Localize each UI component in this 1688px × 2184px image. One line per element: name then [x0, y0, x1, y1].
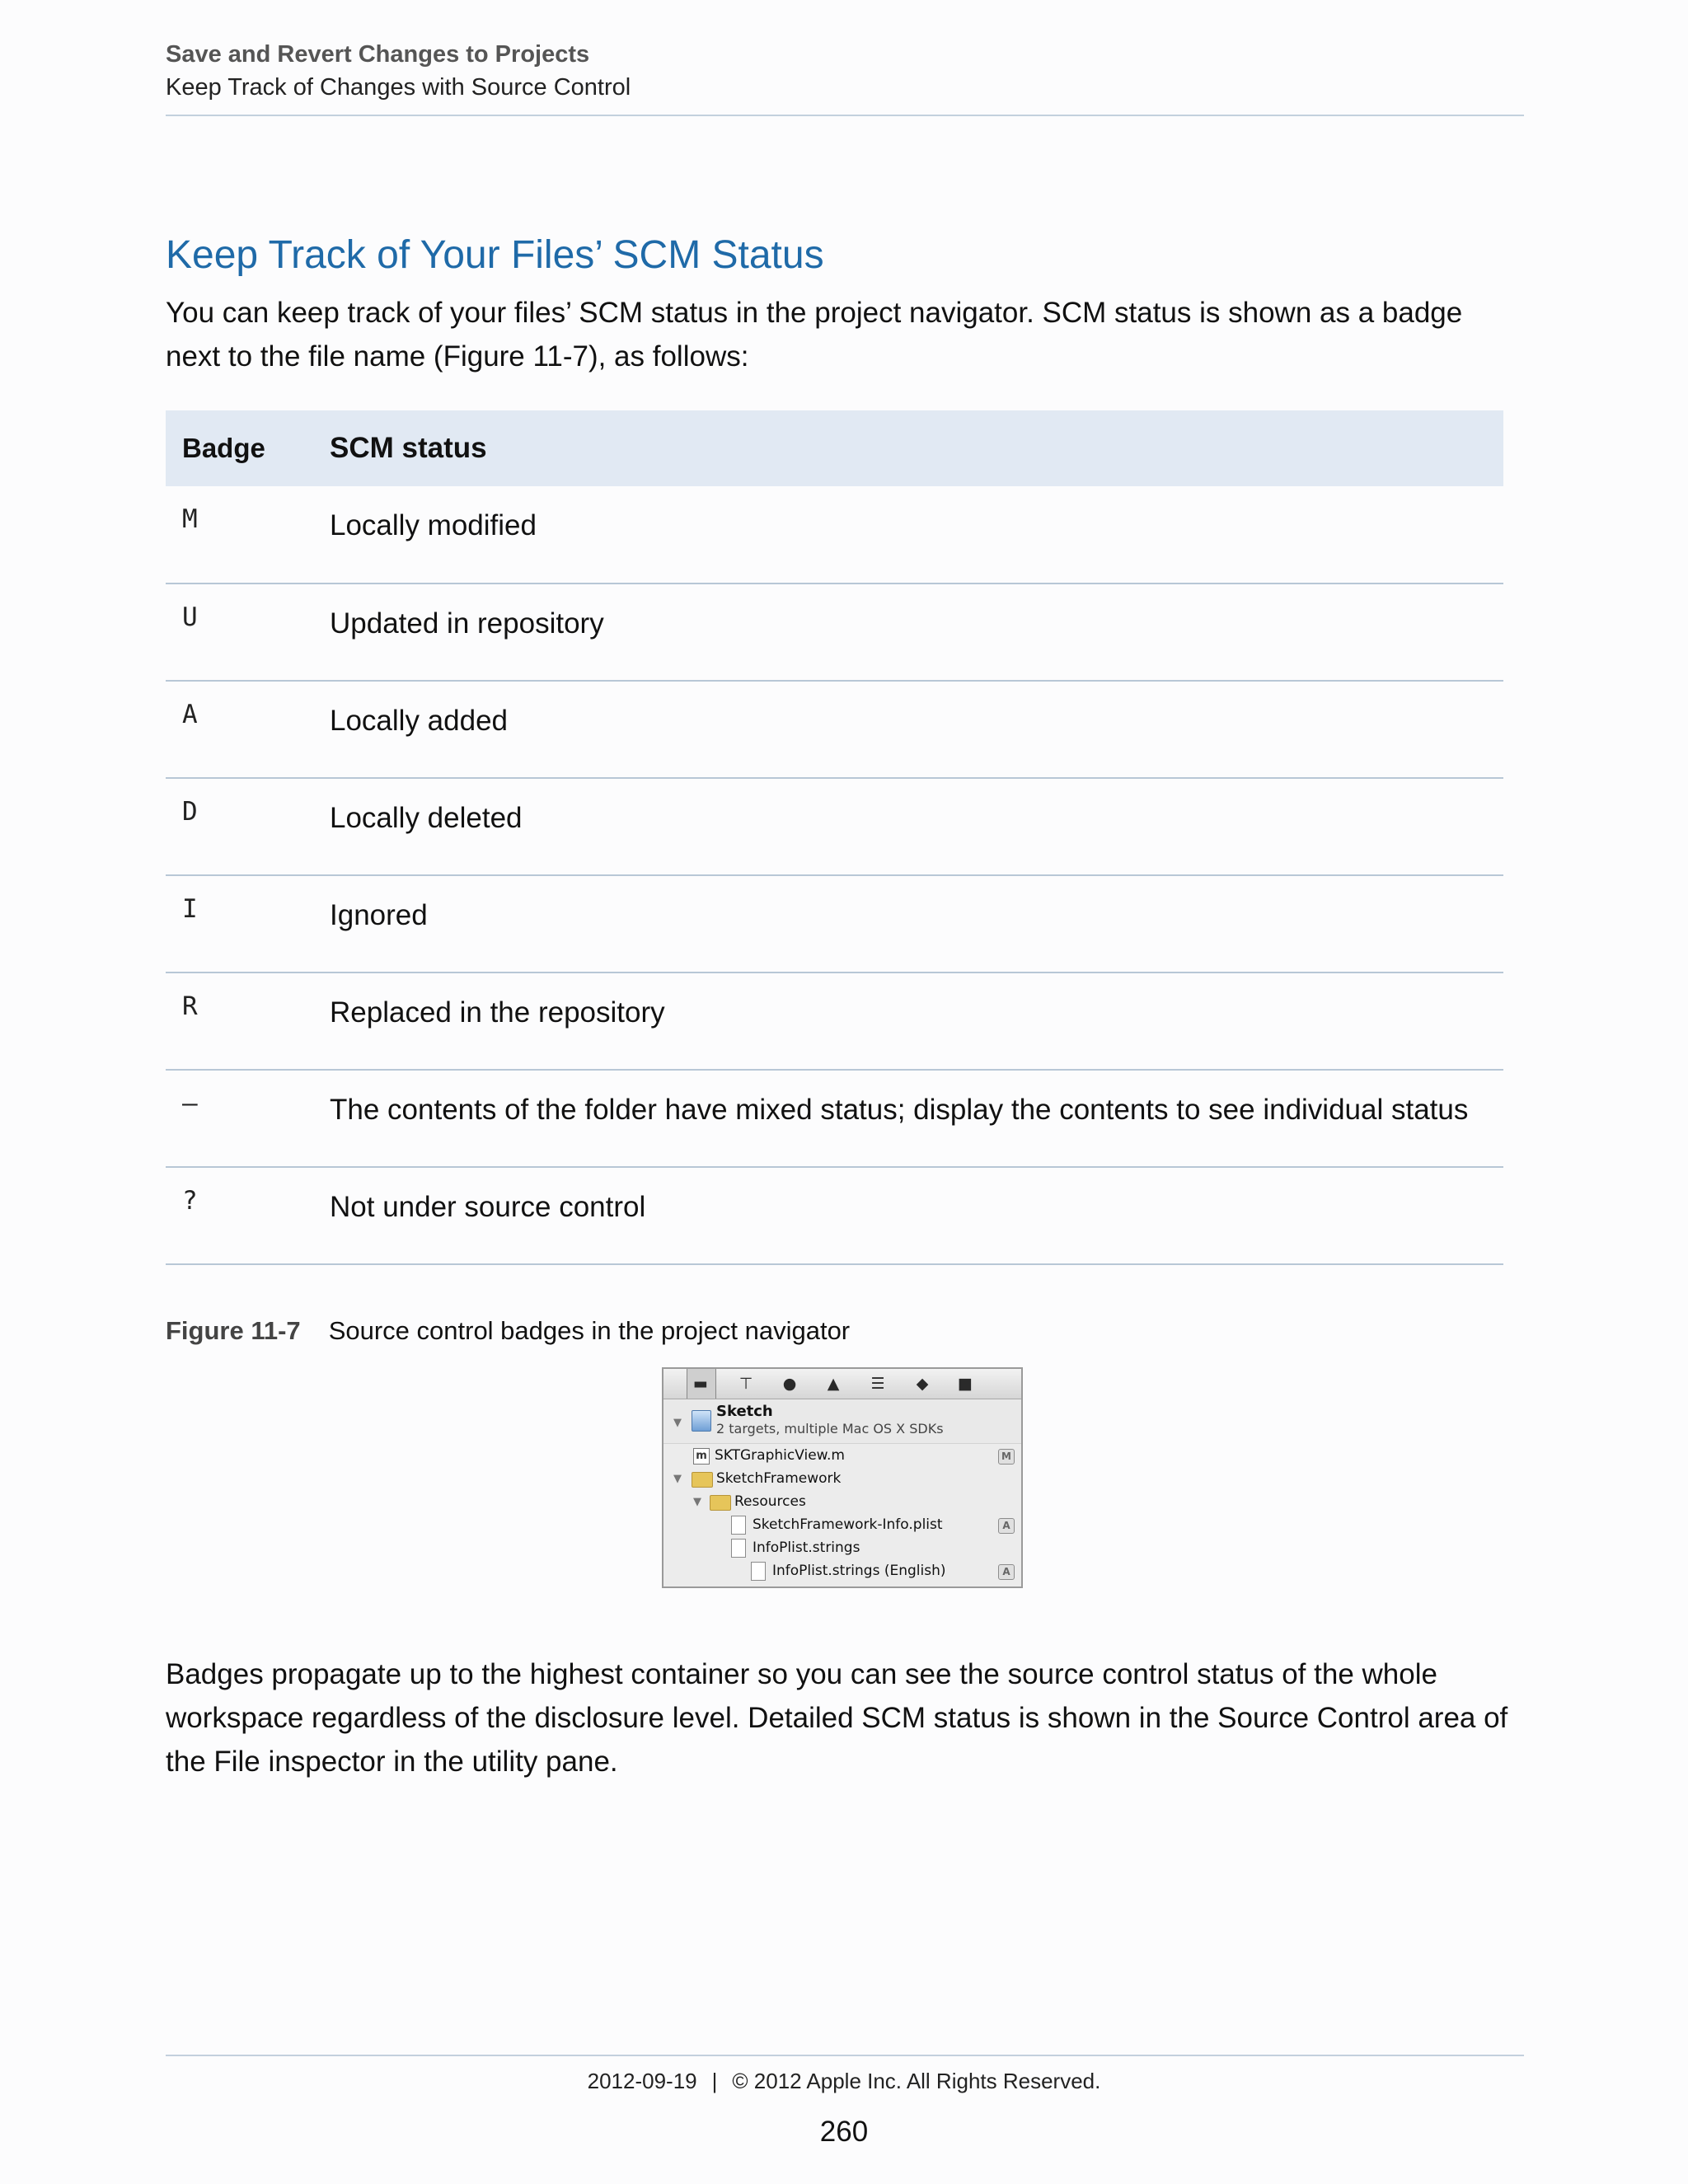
navigator-item[interactable] — [663, 1444, 1021, 1467]
navigator-item[interactable] — [663, 1513, 1021, 1536]
status-cell: Not under source control — [330, 1191, 646, 1223]
badge-cell: D — [182, 797, 198, 827]
table-row — [166, 972, 1503, 1070]
navigator-item-label: InfoPlist.strings (English) — [772, 1563, 946, 1579]
body-paragraph: Badges propagate up to the highest container so you can see the source control status of the whole workspace regardless of the disclosure level. Detailed SCM status is shown in the Source Control area of the File inspector in the utility pane. — [166, 1658, 1508, 1778]
badge-cell: U — [182, 602, 198, 632]
navigator-item-label: SketchFramework-Info.plist — [753, 1516, 943, 1533]
footer-separator: | — [711, 2069, 718, 2093]
table-row — [166, 681, 1503, 778]
navigator-item[interactable] — [663, 1559, 1021, 1582]
warning-icon[interactable]: ▲ — [827, 1375, 840, 1393]
status-cell: Locally added — [330, 705, 508, 737]
table-row — [166, 778, 1503, 875]
page-title: Keep Track of Your Files’ SCM Status — [166, 233, 824, 277]
table-row — [166, 875, 1503, 972]
navigator-item-label: SketchFramework — [716, 1470, 842, 1487]
folder-icon — [710, 1495, 731, 1511]
header-divider — [166, 115, 1524, 116]
status-cell: The contents of the folder have mixed status; display the contents to see individual status — [330, 1094, 1469, 1126]
intro-paragraph: You can keep track of your files’ SCM status in the project navigator. SCM status is shown as a badge next to the file name (Figure 11-7), as follows: — [166, 297, 1463, 373]
project-subtitle: 2 targets, multiple Mac OS X SDKs — [716, 1421, 944, 1436]
m-file-icon: m — [693, 1448, 710, 1465]
status-cell: Ignored — [330, 899, 428, 931]
table-row — [166, 583, 1503, 681]
badge-cell: R — [182, 991, 198, 1021]
footer-copyright: © 2012 Apple Inc. All Rights Reserved. — [732, 2069, 1101, 2093]
badge-cell: – — [182, 1089, 198, 1118]
navigator-toolbar — [663, 1369, 1021, 1399]
project-navigator-screenshot — [662, 1367, 1023, 1588]
footer-divider — [166, 2055, 1524, 2056]
status-cell: Replaced in the repository — [330, 996, 665, 1029]
page-number: 260 — [819, 2116, 869, 2148]
table-row — [166, 1070, 1503, 1167]
project-icon — [692, 1410, 711, 1432]
scm-badge: A — [998, 1518, 1015, 1534]
section-title-header: Keep Track of Changes with Source Control — [166, 74, 631, 101]
navigator-item[interactable] — [663, 1467, 1021, 1490]
chapter-title: Save and Revert Changes to Projects — [166, 41, 590, 68]
figure-caption-text: Source control badges in the project navigator — [328, 1316, 851, 1345]
footer-date: 2012-09-19 — [587, 2069, 697, 2093]
document-icon — [731, 1516, 746, 1535]
table-header-row — [166, 410, 1503, 486]
status-cell: Updated in repository — [330, 607, 604, 640]
disclosure-triangle-icon[interactable]: ▼ — [693, 1496, 701, 1508]
document-icon — [731, 1539, 746, 1558]
badge-column-header: Badge — [182, 433, 265, 463]
badge-cell: M — [182, 504, 198, 534]
navigator-item[interactable] — [663, 1490, 1021, 1513]
scm-badge: A — [998, 1564, 1015, 1580]
document-icon — [751, 1562, 766, 1581]
scm-status-table — [166, 410, 1503, 1265]
folder-icon — [692, 1472, 713, 1488]
navigator-item-label: Resources — [734, 1493, 806, 1510]
status-cell: Locally modified — [330, 509, 537, 541]
project-row[interactable] — [663, 1400, 1021, 1444]
page-footer — [0, 2064, 1688, 2097]
folder-icon[interactable]: ▬ — [693, 1375, 708, 1393]
table-row — [166, 486, 1503, 583]
status-cell: Locally deleted — [330, 802, 523, 834]
navigator-item-label: SKTGraphicView.m — [715, 1447, 845, 1464]
figure-caption — [166, 1313, 850, 1349]
table-row — [166, 1167, 1503, 1264]
figure-label: Figure 11-7 — [166, 1316, 301, 1345]
speech-bubble-icon[interactable]: ■ — [958, 1375, 973, 1393]
badge-cell: ? — [182, 1186, 198, 1216]
scm-badge: M — [998, 1449, 1015, 1465]
page-header — [166, 38, 1524, 104]
disclosure-triangle-icon[interactable]: ▼ — [673, 1473, 682, 1485]
project-name: Sketch — [716, 1403, 773, 1420]
tag-icon[interactable]: ◆ — [916, 1375, 929, 1393]
disclosure-triangle-icon[interactable]: ▼ — [673, 1417, 682, 1429]
navigator-item[interactable] — [663, 1536, 1021, 1559]
badge-cell: I — [182, 894, 198, 924]
badge-cell: A — [182, 700, 198, 729]
hierarchy-icon[interactable]: ⊤ — [738, 1375, 753, 1393]
list-icon[interactable]: ☰ — [870, 1375, 885, 1393]
status-column-header: SCM status — [330, 432, 487, 464]
navigator-item-label: InfoPlist.strings — [753, 1540, 860, 1556]
search-icon[interactable]: ● — [782, 1375, 797, 1393]
